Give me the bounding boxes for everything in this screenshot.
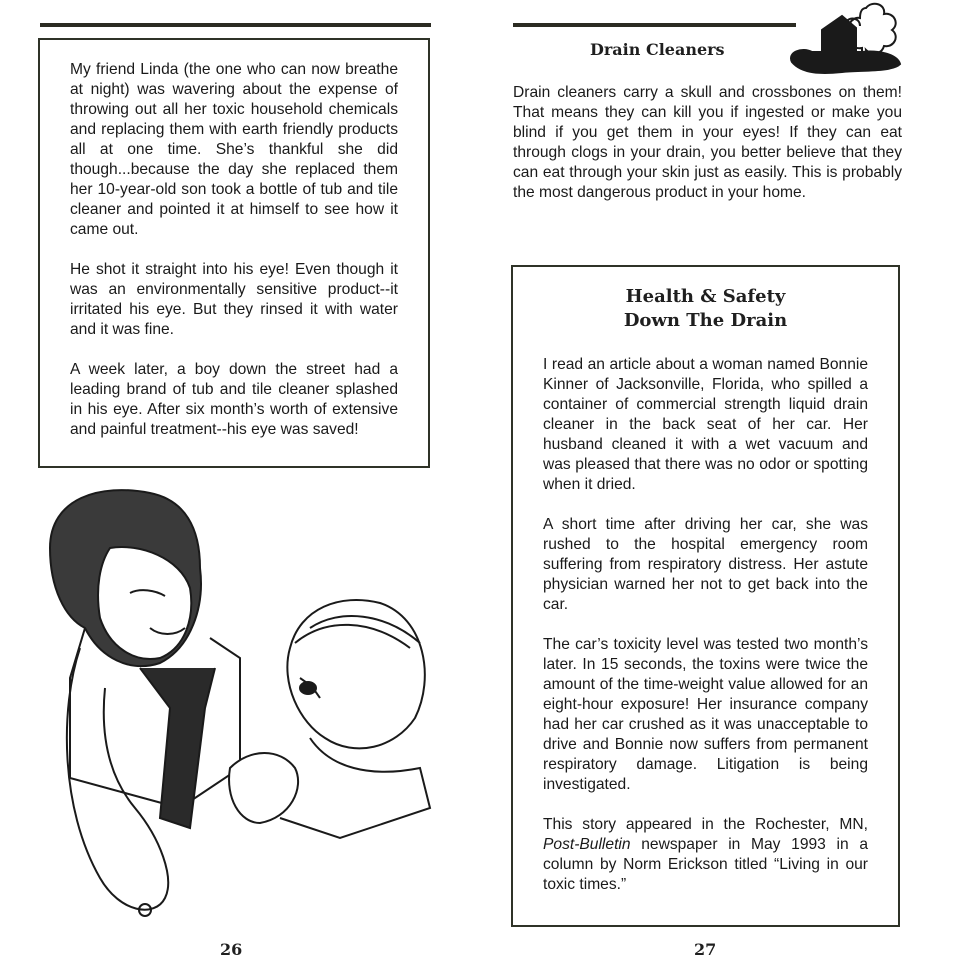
story-paragraph: He shot it straight into his eye! Even though it was an environmentally sensitive product--it irritated his eye. But they rinsed it with water and it was fine. [70,261,398,338]
drain-cleaners-text: Drain cleaners carry a skull and crossbones on them! That means they can kill you if ingested or make you blind if you get them in your eyes! If they can eat through clogs in your drain, you better believe that they can eat through your skin just as easily. This is probably the most dangerous product in your home. [513,84,902,201]
story-closing-paragraph [543,815,868,895]
child-body [280,738,430,838]
doctor-and-child-illustration [40,478,440,923]
story-paragraph: The car’s toxicity level was tested two month’s later. In 15 seconds, the toxins were twice the amount of the time-weight value allowed for an eight-hour exposure! Her insurance company had her car crushed as it was unacceptable to drive and Bonnie now suffers from permanent respiratory damage. Litigation is being investigated. [543,636,868,793]
story-box-health-safety [511,265,900,927]
top-rule-left [40,23,431,27]
story-paragraph: I read an article about a woman named Bonnie Kinner of Jacksonville, Florida, who spilled a container of commercial strength liquid drain cleaner in the back seat of her car. Her husband cleaned it with a wet vacuum and was pleased that there was no odor or spotting when it dried. [543,356,868,493]
story-box-linda [38,38,430,468]
story-title [543,285,868,333]
story-title-line2: Down The Drain [623,310,788,331]
section-heading-drain-cleaners: Drain Cleaners [590,40,725,59]
top-rule-right [513,23,796,27]
story-paragraph: My friend Linda (the one who can now breathe at night) was wavering about the expense of throwing out all her toxic household chemicals and replacing them with earth friendly products all at one time. She’s thankful she did though...because the day she replaced them her 10-year-old son took a bottle of tub and tile cleaner and pointed it at himself to see how it came out. [70,61,398,238]
closing-text-before: This story appeared in the Rochester, MN, [543,816,868,833]
doctor-hand [229,753,298,823]
story-paragraph: A short time after driving her car, she was rushed to the hospital emergency room suffering from respiratory distress. Her astute physician warned her not to get back into the car. [543,516,868,613]
house-and-trees-icon [782,2,907,76]
newspaper-title: Post-Bulletin [543,836,631,853]
stethoscope [67,648,168,910]
closing-text-after: newspaper in May 1993 in a column by Norm Erickson titled “Living in our toxic times.” [543,836,868,893]
page-number-right: 27 [694,940,717,959]
story-title-line1: Health & Safety [625,286,786,307]
page-number-left: 26 [220,940,243,959]
child-head [287,600,424,748]
story-paragraph: A week later, a boy down the street had a leading brand of tub and tile cleaner splashed in his eye. After six month’s worth of extensive and painful treatment--his eye was saved! [70,361,398,438]
